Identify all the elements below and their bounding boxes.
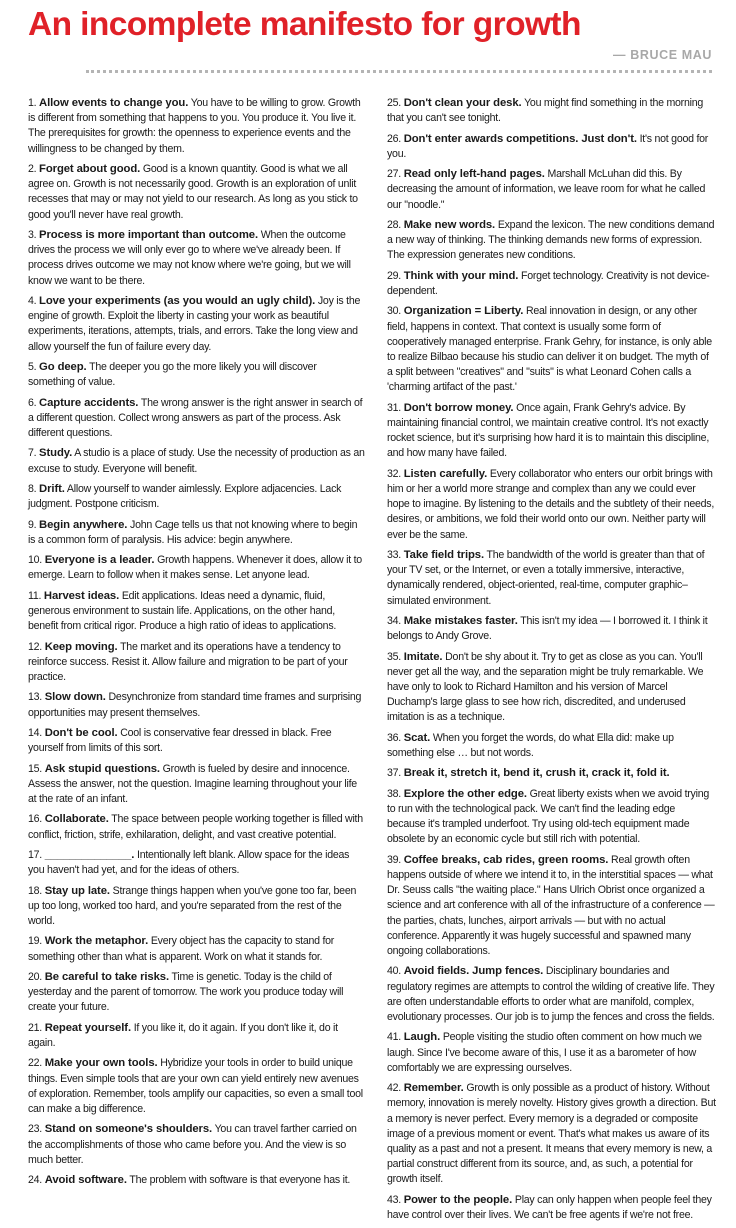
- item-body: The space between people working together is filled with conflict, friction, strife, exhilaration, delight, and vast creative potential.: [28, 813, 363, 841]
- item-body: Real innovation in design, or any other field, happens in context. That context is usually some form of cooperatively managed enterprise. Frank Gehry, for instance, is only able to realize Bilbao because his studio can deliver it on budget. The myth of a split between "creatives" and "suits" is what Leonard Cohen calls a 'charming artifact of the past.': [387, 305, 712, 394]
- manifesto-item: [28, 518, 365, 548]
- item-heading: Don't borrow money.: [403, 401, 514, 414]
- item-body: You have to be willing to grow. Growth is different from something that happens to you. You produce it. You live it. The prerequisites for growth: the openness to experience events and the willingness to be changed by them.: [28, 97, 361, 155]
- item-body: It's not good for you.: [387, 132, 709, 160]
- manifesto-item: [387, 304, 716, 395]
- manifesto-item: [387, 1193, 716, 1223]
- item-heading: Explore the other edge.: [403, 787, 527, 800]
- manifesto-item: [387, 650, 716, 726]
- item-heading: Go deep.: [39, 361, 87, 373]
- item-heading: Organization = Liberty.: [403, 305, 524, 318]
- item-heading: Drift.: [39, 482, 65, 495]
- item-body: The deeper you go the more likely you will discover something of value.: [28, 361, 317, 389]
- item-number: 2.: [28, 163, 37, 175]
- item-body: Marshall McLuhan did this. By decreasing the amount of information, we leave room for what he called our "noodle.": [387, 168, 706, 211]
- item-body: Expand the lexicon. The new conditions demand a new way of thinking. The thinking demands new forms of expression. The expression generates new conditions.: [387, 218, 715, 262]
- manifesto-item: [387, 614, 716, 644]
- item-heading: Make new words.: [403, 218, 496, 231]
- item-body: Forget technology. Creativity is not device-dependent.: [387, 269, 710, 297]
- item-heading: Break it, stretch it, bend it, crush it, crack it, fold it.: [403, 767, 670, 780]
- manifesto-item: [387, 1081, 716, 1187]
- item-body: This isn't my idea — I borrowed it. I think it belongs to Andy Grove.: [387, 614, 708, 643]
- item-heading: Ask stupid questions.: [44, 762, 160, 775]
- manifesto-item: [387, 1030, 716, 1076]
- dotted-divider: [86, 70, 712, 73]
- item-number: 32.: [387, 467, 401, 480]
- item-body: Time is genetic. Today is the child of yesterday and the parent of tomorrow. The work you produce today will create your future.: [28, 970, 344, 1014]
- manifesto-item: [28, 482, 365, 512]
- item-number: 20.: [28, 970, 42, 983]
- item-number: 14.: [28, 726, 42, 739]
- manifesto-item: [28, 1056, 365, 1117]
- item-number: 1.: [28, 97, 37, 109]
- item-heading: Think with your mind.: [403, 269, 519, 282]
- manifesto-item: [28, 812, 365, 842]
- item-body: Strange things happen when you've gone too far, been up too long, worked too hard, and you're separated from the rest of the world.: [28, 884, 357, 927]
- author-byline: — BRUCE MAU: [613, 48, 712, 62]
- manifesto-item: [387, 964, 716, 1025]
- item-heading: Stay up late.: [44, 884, 110, 897]
- item-number: 19.: [28, 935, 42, 948]
- manifesto-item: [28, 1173, 365, 1188]
- manifesto-item: [28, 589, 365, 635]
- manifesto-item: [28, 848, 365, 878]
- manifesto-item: [387, 853, 716, 959]
- item-number: 25.: [387, 97, 401, 109]
- item-body: The problem with software is that everyone has it.: [129, 1174, 351, 1187]
- item-body: Allow yourself to wander aimlessly. Explore adjacencies. Lack judgment. Postpone criticism.: [28, 482, 342, 511]
- manifesto-item: [28, 726, 365, 756]
- item-body: Growth is fueled by desire and innocence. Assess the answer, not the question. Imagine learning throughout your life at the rate of an infant.: [28, 762, 357, 805]
- item-number: 30.: [387, 305, 401, 318]
- item-body: Joy is the engine of growth. Exploit the liberty in casting your work as beautiful experiments, iterations, attempts, trials, and errors. Take the long view and allow yourself the fun of failure every day.: [28, 295, 361, 353]
- item-body: Hybridize your tools in order to build unique things. Even simple tools that are your own can yield entirely new avenues of exploration. Remember, tools amplify our capacities, so even a small tool can make a big difference.: [28, 1057, 363, 1115]
- manifesto-item: [28, 762, 365, 808]
- manifesto-item: [28, 690, 365, 720]
- item-number: 43.: [387, 1193, 401, 1206]
- item-heading: Make your own tools.: [44, 1057, 158, 1070]
- item-number: 15.: [28, 762, 42, 775]
- item-heading: Coffee breaks, cab rides, green rooms.: [403, 853, 609, 866]
- item-heading: Study.: [39, 447, 73, 460]
- item-body: Don't be shy about it. Try to get as close as you can. You'll never get all the way, and the separation might be truly remarkable. We have only to look to Richard Hamilton and his version of Marcel Duchamp's large glass to see how rich, discredited, and underused imitation is as a technique.: [387, 650, 704, 724]
- item-body: When the outcome drives the process we will only ever go to where we've already been. If process drives outcome we may not know where we're going, but we will know we want to be there.: [28, 229, 351, 287]
- item-body: John Cage tells us that not knowing where to begin is a common form of paralysis. His advice: begin anywhere.: [28, 518, 358, 546]
- item-number: 41.: [387, 1031, 401, 1044]
- manifesto-item: [28, 884, 365, 930]
- item-number: 27.: [387, 168, 401, 181]
- manifesto-item: [28, 553, 365, 583]
- item-body: A studio is a place of study. Use the necessity of production as an excuse to study. Everyone will benefit.: [28, 447, 365, 475]
- item-number: 13.: [28, 691, 42, 704]
- item-body: Growth happens. Whenever it does, allow it to emerge. Learn to follow when it makes sense. Let anyone lead.: [28, 554, 362, 582]
- item-body: Real growth often happens outside of where we intend it to, in the interstitial spaces — what Dr. Seuss calls "the waiting place." Hans Ulrich Obrist once organized a science and art conference with all of the infrastructure of a conference — the parties, chats, lunches, airport arrivals — but with no actual conference. Apparently it was hugely successful and spawned many ongoing collaborations.: [387, 853, 715, 957]
- manifesto-item: [387, 467, 716, 543]
- item-heading: Stand on someone's shoulders.: [44, 1123, 213, 1136]
- item-number: 34.: [387, 614, 401, 627]
- item-body: If you like it, do it again. If you don't like it, do it again.: [28, 1021, 338, 1049]
- manifesto-columns: [28, 96, 716, 1228]
- manifesto-item: [387, 218, 716, 264]
- item-number: 21.: [28, 1021, 42, 1034]
- right-column: [387, 96, 716, 1228]
- manifesto-item: [387, 269, 716, 299]
- item-number: 28.: [387, 218, 401, 231]
- item-number: 4.: [28, 295, 37, 307]
- item-heading: Take field trips.: [403, 548, 485, 561]
- item-body: Great liberty exists when we avoid trying to run with the technological pack. We can't find the leading edge because it's trampled underfoot. Try using old-tech equipment made obsolete by an economic cycle but still rich with potential.: [387, 787, 709, 846]
- manifesto-item: [28, 970, 365, 1016]
- manifesto-item: [387, 787, 716, 848]
- item-heading: Harvest ideas.: [43, 589, 120, 602]
- item-heading: Listen carefully.: [403, 467, 488, 480]
- item-body: The market and its operations have a tendency to reinforce success. Resist it. Allow failure and migration to be part of your practice.: [28, 640, 348, 683]
- manifesto-item: [387, 132, 716, 162]
- item-number: 42.: [387, 1082, 401, 1095]
- item-number: 37.: [387, 767, 401, 780]
- item-heading: Avoid software.: [44, 1174, 127, 1187]
- manifesto-item: [387, 401, 716, 462]
- item-number: 5.: [28, 361, 37, 373]
- item-number: 40.: [387, 965, 401, 978]
- item-number: 10.: [28, 554, 42, 567]
- manifesto-item: [28, 934, 365, 964]
- left-column: [28, 96, 365, 1228]
- item-body: Disciplinary boundaries and regulatory regimes are attempts to control the wilding of creative life. They are often understandable efforts to order what are manifold, complex, evolutionary processes. Our job is to jump the fences and cross the fields.: [387, 965, 715, 1023]
- item-heading: Work the metaphor.: [44, 935, 149, 948]
- item-number: 7.: [28, 447, 37, 460]
- item-heading: Love your experiments (as you would an ugly child).: [39, 295, 316, 307]
- manifesto-item: [28, 640, 365, 686]
- item-heading: Remember.: [403, 1082, 464, 1095]
- item-number: 35.: [387, 650, 401, 663]
- manifesto-item: [28, 96, 365, 157]
- item-body: Desynchronize from standard time frames and surprising opportunities may present themselves.: [28, 691, 362, 719]
- item-body: People visiting the studio often comment on how much we laugh. Since I've become aware of this, I use it as a barometer of how comfortably we are expressing ourselves.: [387, 1031, 702, 1074]
- manifesto-item: [28, 396, 365, 442]
- item-heading: Begin anywhere.: [39, 518, 128, 531]
- item-body: Play can only happen when people feel they have control over their lives. We can't be free agents if we're not free.: [387, 1193, 712, 1221]
- item-number: 12.: [28, 640, 42, 653]
- item-heading: Be careful to take risks.: [44, 970, 170, 983]
- item-number: 31.: [387, 401, 401, 414]
- manifesto-item: [28, 1021, 365, 1051]
- manifesto-item: [28, 446, 365, 476]
- item-heading: Laugh.: [403, 1031, 441, 1044]
- item-heading: Read only left-hand pages.: [403, 168, 545, 181]
- item-body: You might find something in the morning that you can't see tonight.: [387, 97, 703, 125]
- item-heading: Slow down.: [44, 691, 106, 704]
- item-heading: Everyone is a leader.: [44, 554, 155, 567]
- item-number: 26.: [387, 132, 401, 145]
- item-number: 6.: [28, 396, 37, 409]
- item-number: 9.: [28, 518, 37, 531]
- manifesto-item: [28, 360, 365, 390]
- item-number: 22.: [28, 1057, 42, 1070]
- item-body: Growth is only possible as a product of history. Without memory, innovation is merely novelty. History gives growth a direction. But a memory is never perfect. Every memory is a degraded or composite image of a previous moment or event. That's what makes us aware of its quality as a past and not a present. It means that every memory is new, a partial construct different from its source, and, as such, a potential for growth itself.: [387, 1082, 716, 1186]
- manifesto-item: [28, 1122, 365, 1168]
- item-body: The bandwidth of the world is greater than that of your TV set, or the Internet, or even a totally immersive, interactive, dynamically rendered, object-oriented, real-time, computer graphic–simulated environment.: [387, 548, 705, 607]
- item-heading: ______________.: [44, 848, 135, 861]
- item-number: 17.: [28, 848, 42, 861]
- item-body: Every collaborator who enters our orbit brings with him or her a world more strange and complex than any we could ever hope to imagine. By listening to the details and the subtlety of their needs, desires, or ambitions, we fold their world onto our own. Neither party will ever be the same.: [387, 467, 715, 541]
- item-heading: Don't clean your desk.: [403, 97, 522, 109]
- item-number: 3.: [28, 229, 37, 241]
- item-body: Once again, Frank Gehry's advice. By maintaining financial control, we maintain creative control. It's not exactly rocket science, but it's surprising how hard it is to maintain this discipline, and how many have failed.: [387, 401, 710, 460]
- item-heading: Forget about good.: [39, 163, 141, 175]
- page-title: An incomplete manifesto for growth: [28, 6, 581, 43]
- item-body: Every object has the capacity to stand for something other than what is apparent. Work on what it stands for.: [28, 935, 335, 963]
- item-number: 18.: [28, 884, 42, 897]
- item-number: 11.: [28, 589, 42, 602]
- manifesto-item: [387, 731, 716, 761]
- item-heading: Allow events to change you.: [39, 97, 189, 109]
- item-body: You can travel farther carried on the accomplishments of those who came before you. And the view is so much better.: [28, 1123, 357, 1166]
- item-heading: Repeat yourself.: [44, 1021, 131, 1034]
- manifesto-item: [28, 162, 365, 223]
- manifesto-item: [387, 167, 716, 213]
- item-heading: Make mistakes faster.: [403, 614, 518, 627]
- item-heading: Don't be cool.: [44, 726, 118, 739]
- item-heading: Avoid fields. Jump fences.: [403, 965, 544, 978]
- item-heading: Process is more important than outcome.: [39, 229, 258, 241]
- item-number: 38.: [387, 787, 401, 800]
- manifesto-item: [387, 766, 716, 781]
- item-body: Cool is conservative fear dressed in black. Free yourself from limits of this sort.: [28, 726, 332, 755]
- item-heading: Imitate.: [403, 650, 443, 663]
- item-heading: Capture accidents.: [39, 396, 139, 409]
- item-number: 29.: [387, 269, 401, 282]
- manifesto-item: [387, 96, 716, 126]
- item-body: Edit applications. Ideas need a dynamic, fluid, generous environment to sustain life. Applications, on the other hand, benefit from critical rigor. Produce a high ratio of ideas to applications.: [28, 589, 337, 633]
- item-number: 39.: [387, 853, 401, 866]
- manifesto-item: [387, 548, 716, 609]
- manifesto-item: [28, 228, 365, 289]
- item-number: 23.: [28, 1123, 42, 1136]
- item-body: Intentionally left blank. Allow space for the ideas you haven't had yet, and for the ideas of others.: [28, 848, 350, 877]
- item-number: 36.: [387, 731, 401, 744]
- item-heading: Don't enter awards competitions. Just don't.: [403, 132, 637, 145]
- item-heading: Collaborate.: [44, 813, 109, 826]
- item-number: 8.: [28, 482, 37, 495]
- item-number: 16.: [28, 813, 42, 826]
- item-heading: Keep moving.: [44, 640, 118, 653]
- item-heading: Scat.: [403, 731, 431, 744]
- item-body: Good is a known quantity. Good is what we all agree on. Growth is not necessarily good. Growth is an exploration of unlit recesses that may or may not yield to our research. As long as you stick to good you'll never have real growth.: [28, 163, 358, 221]
- item-heading: Power to the people.: [403, 1193, 513, 1206]
- item-number: 33.: [387, 548, 401, 561]
- manifesto-item: [28, 294, 365, 355]
- item-body: When you forget the words, do what Ella did: make up something else … but not words.: [387, 731, 674, 759]
- item-body: The wrong answer is the right answer in search of a different question. Collect wrong answers as part of the process. Ask different questions.: [28, 396, 363, 439]
- item-number: 24.: [28, 1174, 42, 1187]
